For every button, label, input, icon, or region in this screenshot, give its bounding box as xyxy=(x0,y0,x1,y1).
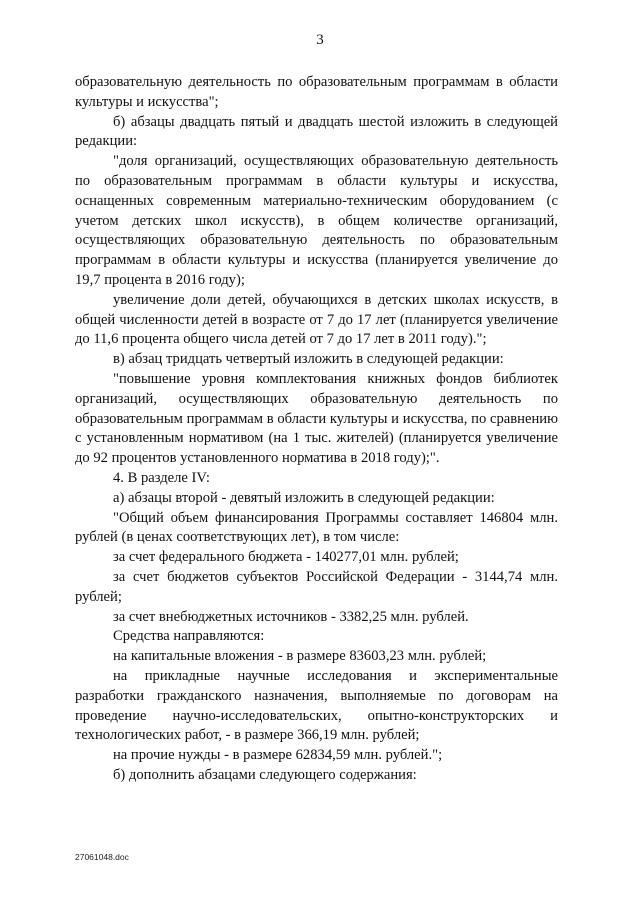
paragraph-5: в) абзац тридцать четвертый изложить в следующей редакции: xyxy=(113,351,504,368)
paragraph-3: "доля организаций, осуществляющих образовательную деятельность по образовательным программам в области культуры и искусства, оснащенных современным материально-техническим оборудованием (с учетом детских школ искусств), в общем количестве организаций, осуществляющих образовательную деятельность по образовательным программам в области культуры и искусства (планируется увеличение до 19,7 процента в 2016 году); xyxy=(75,153,558,288)
paragraph-16: на прочие нужды - в размере 62834,59 млн. рублей."; xyxy=(113,747,443,764)
paragraph-2: б) абзацы двадцать пятый и двадцать шестой изложить в следующей редакции: xyxy=(75,113,558,150)
paragraph-17: б) дополнить абзацами следующего содержания: xyxy=(113,766,417,783)
paragraph-6: "повышение уровня комплектования книжных фондов библиотек организаций, осуществляющих образовательную деятельность по образовательным программам в области культуры и искусства, по сравнению с установленным нормативом (на 1 тыс. жителей) (планируется увеличение до 92 процентов установленного норматива в 2018 году);". xyxy=(75,370,558,467)
paragraph-4: увеличение доли детей, обучающихся в детских школах искусств, в общей численности детей в возрасте от 7 до 17 лет (планируется увеличение до 11,6 процента общего числа детей от 7 до 17 лет в 2011 году)."; xyxy=(75,291,558,348)
paragraph-13: Средства направляются: xyxy=(113,628,265,645)
document-body xyxy=(75,73,558,786)
paragraph-11: за счет бюджетов субъектов Российской Федерации - 3144,74 млн. рублей; xyxy=(75,568,558,605)
page-number: 3 xyxy=(316,32,324,48)
paragraph-10: за счет федерального бюджета - 140277,01 млн. рублей; xyxy=(113,549,459,566)
paragraph-9: "Общий объем финансирования Программы составляет 146804 млн. рублей (в ценах соответствующих лет), в том числе: xyxy=(75,509,558,546)
paragraph-7: 4. В разделе IV: xyxy=(113,469,210,486)
paragraph-14: на капитальные вложения - в размере 83603,23 млн. рублей; xyxy=(113,648,487,665)
paragraph-12: за счет внебюджетных источников - 3382,25 млн. рублей. xyxy=(113,608,469,625)
paragraph-15: на прикладные научные исследования и экспериментальные разработки гражданского назначения, выполняемые по договорам на проведение научно-исследовательских, опытно-конструкторских и технологических работ, - в размере 366,19 млн. рублей; xyxy=(75,667,558,744)
paragraph-8: а) абзацы второй - девятый изложить в следующей редакции: xyxy=(113,489,495,506)
paragraph-1: образовательную деятельность по образовательным программам в области культуры и искусства"; xyxy=(75,74,558,110)
document-filename: 27061048.doc xyxy=(75,852,129,862)
